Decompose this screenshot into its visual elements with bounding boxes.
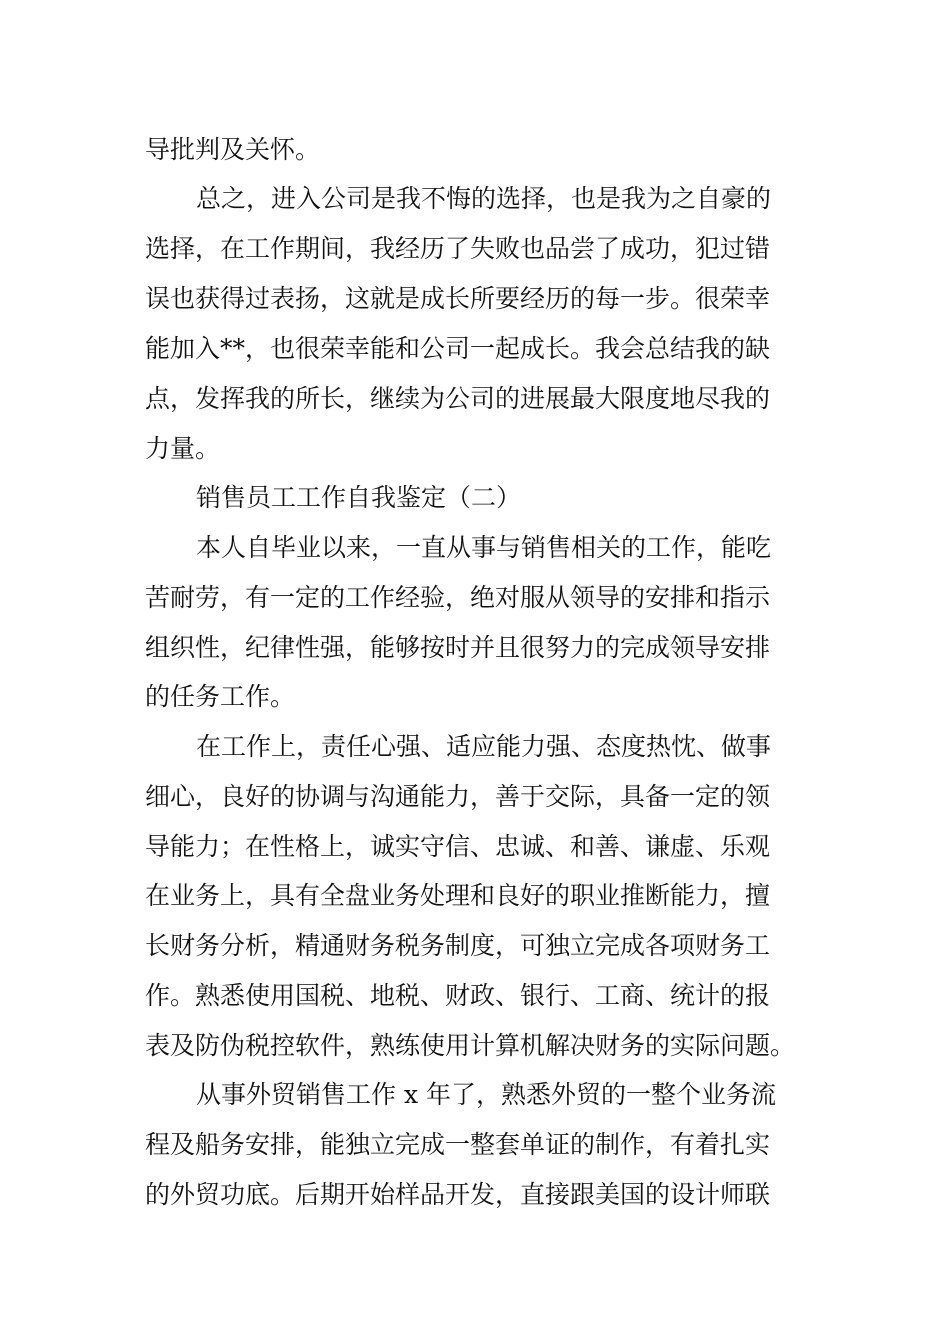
text-line: 表及防伪税控软件，熟练使用计算机解决财务的实际问题。 bbox=[145, 1031, 796, 1060]
text-line: 选择，在工作期间，我经历了失败也品尝了成功，犯过错 bbox=[145, 234, 771, 263]
text-line: 点，发挥我的所长，继续为公司的进展最大限度地尽我的 bbox=[145, 384, 771, 413]
text-line: 的外贸功底。后期开始样品开发，直接跟美国的设计师联 bbox=[145, 1180, 771, 1209]
text-line: 能加入**，也很荣幸能和公司一起成长。我会总结我的缺 bbox=[145, 334, 771, 363]
text-line: 力量。 bbox=[145, 434, 221, 463]
text-line: 的任务工作。 bbox=[145, 682, 296, 711]
text-line: 导批判及关怀。 bbox=[145, 135, 321, 164]
text-line: 细心，良好的协调与沟通能力，善于交际，具备一定的领 bbox=[145, 782, 771, 811]
text-line: 长财务分析，精通财务税务制度，可独立完成各项财务工 bbox=[145, 931, 771, 960]
text-line: 导能力；在性格上，诚实守信、忠诚、和善、谦虚、乐观 bbox=[145, 832, 771, 861]
paragraph-start-line: 本人自毕业以来，一直从事与销售相关的工作，能吃 bbox=[196, 533, 772, 562]
text-line: 作。熟悉使用国税、地税、财政、银行、工商、统计的报 bbox=[145, 981, 771, 1010]
text-line: 误也获得过表扬，这就是成长所要经历的每一步。很荣幸 bbox=[145, 284, 771, 313]
text-line: 组织性，纪律性强，能够按时并且很努力的完成领导安排 bbox=[145, 633, 771, 662]
paragraph-start-line: 从事外贸销售工作 x 年了，熟悉外贸的一整个业务流 bbox=[196, 1080, 776, 1109]
text-line: 苦耐劳，有一定的工作经验，绝对服从领导的安排和指示 bbox=[145, 583, 771, 612]
text-line: 在业务上，具有全盘业务处理和良好的职业推断能力，擅 bbox=[145, 881, 771, 910]
paragraph-start-line: 在工作上，责任心强、适应能力强、态度热忱、做事 bbox=[196, 732, 772, 761]
section-heading: 销售员工工作自我鉴定（二） bbox=[196, 483, 522, 512]
text-line: 程及船务安排，能独立完成一整套单证的制作，有着扎实 bbox=[145, 1130, 771, 1159]
paragraph-start-line: 总之，进入公司是我不悔的选择，也是我为之自豪的 bbox=[196, 184, 772, 213]
